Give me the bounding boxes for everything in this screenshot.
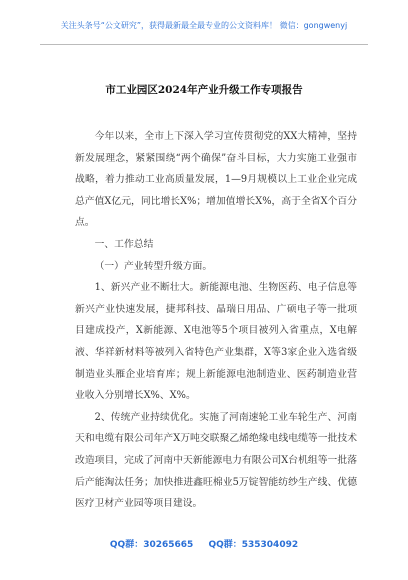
document-title: 市工业园区2024年产业升级工作专项报告 [105, 84, 303, 96]
header-banner: 关注头条号“公文研究”，获得最新最全最专业的公文资料库！ 微信：gongwenyj [60, 21, 348, 30]
body-paragraph: 1、新兴产业不断壮大。新能源电池、生物医药、电子信息等新兴产业快速发展，捷邦科技、晶瑞日用品、广硕电子等一批项目建成投产，X新能源、X电池等5个项目被列入省重点，X电解液、华祥新材料等被列入省特色产业集群，X等3家企业入选省级制造业头雁企业培育库；规上新能源电池制造业、医药制造业营业收入分别增长X%、X%。 [75, 282, 357, 402]
section-heading: 一、工作总结 [94, 238, 154, 250]
footer-qq-group-1: QQ群：30265665 [109, 540, 194, 550]
subsection-heading: （一）产业转型升级方面。 [94, 260, 213, 272]
header-divider [40, 44, 368, 45]
intro-paragraph: 今年以来，全市上下深入学习宣传贯彻党的XX大精神，坚持新发展理念，紧紧围绕“两个确保”奋斗目标，大力实施工业强市战略，着力推动工业高质量发展，1—9月规模以上工业企业完成总产值X亿元，同比增长X%；增加值增长X%，高于全省X个百分点。 [75, 131, 357, 229]
footer-qq-group-2: QQ群：535304092 [208, 540, 299, 550]
body-paragraph: 2、传统产业持续优化。实施了河南速轮工业车轮生产、河南天和电缆有限公司年产X万吨交联聚乙烯绝缘电线电缆等一批技术改造项目，完成了河南中天新能源电力有限公司X台机组等一批落后产能淘汰任务；加快推进鑫旺棉业5万锭智能纺纱生产线、优德医疗卫材产业园等项目建设。 [75, 411, 357, 510]
footer [0, 537, 408, 550]
document-body [75, 126, 357, 515]
